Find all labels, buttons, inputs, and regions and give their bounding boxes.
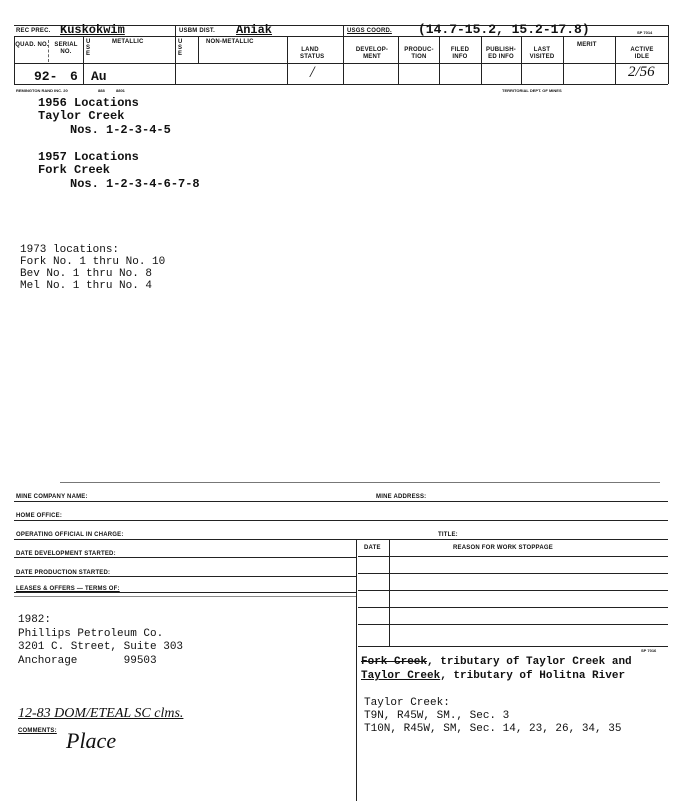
- operating-official-label: OPERATING OFFICIAL IN CHARGE:: [16, 532, 124, 538]
- t10n-line: T10N, R45W, SM, Sec. 14, 23, 26, 34, 35: [364, 723, 622, 735]
- lease-street: 3201 C. Street, Suite 303: [18, 641, 184, 653]
- lease-city: Anchorage 99503: [18, 655, 157, 667]
- imprint-mid1: 888: [98, 88, 105, 93]
- loc1957-nos: Nos. 1-2-3-4-6-7-8: [70, 177, 200, 191]
- row-active: 2/56: [628, 64, 655, 80]
- col-non-metallic: NON-METALLIC: [206, 39, 254, 45]
- taylor-creek-underlined: Taylor Creek: [361, 670, 441, 682]
- col-quad-no: QUAD. NO.: [15, 42, 49, 48]
- row-serial: 6: [70, 69, 78, 84]
- lease-year: 1982:: [18, 614, 52, 626]
- row-land-status: /: [310, 64, 315, 81]
- col-metallic: METALLIC: [112, 39, 144, 45]
- taylor-creek-heading: Taylor Creek:: [364, 697, 450, 709]
- comments-label: COMMENTS:: [18, 728, 57, 734]
- col-use: U S E: [86, 39, 91, 57]
- col-land-status: LAND STATUS: [300, 47, 325, 60]
- imprint-right: TERRITORIAL DEPT. OF MINES: [502, 88, 562, 93]
- tributary-line-2-rest: , tributary of Holitna River: [440, 670, 626, 682]
- col-last-visited: LAST VISITED: [529, 47, 555, 60]
- home-office-label: HOME OFFICE:: [16, 513, 63, 519]
- col-serial-no: SERIAL NO.: [54, 42, 78, 55]
- mine-company-name-label: MINE COMPANY NAME:: [16, 494, 88, 500]
- form-number-2: SP 7016: [641, 648, 657, 653]
- signature: Place: [66, 728, 117, 753]
- col-development: DEVELOP-MENT: [355, 47, 389, 60]
- t9n-line: T9N, R45W, SM., Sec. 3: [364, 710, 510, 722]
- rec-prec-label: REC PREC.: [16, 28, 51, 34]
- loc1957-title: 1957 Locations: [38, 150, 139, 164]
- loc1973-line3: Mel No. 1 thru No. 4: [20, 280, 153, 292]
- date-column-header: DATE: [364, 545, 381, 551]
- mine-address-label: MINE ADDRESS:: [376, 494, 427, 500]
- date-production-label: DATE PRODUCTION STARTED:: [16, 570, 111, 576]
- col-active-idle: ACTIVE IDLE: [630, 47, 654, 60]
- imprint-mid2: 8801: [116, 88, 125, 93]
- loc1956-nos: Nos. 1-2-3-4-5: [70, 123, 171, 137]
- loc1973-line2: Bev No. 1 thru No. 8: [20, 268, 153, 280]
- lease-company: Phillips Petroleum Co.: [18, 628, 164, 640]
- date-development-label: DATE DEVELOPMENT STARTED:: [16, 551, 116, 557]
- row-quad: 92-: [34, 69, 58, 84]
- tributary-line-2: [361, 670, 625, 682]
- reason-column-header: REASON FOR WORK STOPPAGE: [453, 545, 553, 551]
- fork-creek-struck: Fork Creek: [361, 656, 428, 668]
- handwritten-note: 12-83 DOM/ETEAL SC clms.: [18, 706, 184, 721]
- col-filed-info: FILED INFO: [450, 47, 470, 60]
- loc1956-creek: Taylor Creek: [38, 109, 125, 123]
- usbm-dist-label: USBM DIST.: [179, 28, 216, 34]
- loc1957-creek: Fork Creek: [38, 163, 111, 177]
- tributary-line-1-rest: , tributary of Taylor Creek and: [427, 656, 632, 668]
- col-use-2: U S E: [178, 39, 183, 57]
- col-production: PRODUC-TION: [404, 47, 434, 60]
- tributary-line-1: [361, 656, 632, 668]
- usgs-coord-label: USGS COORD.: [347, 28, 392, 34]
- rec-prec-value: Kuskokwim: [60, 23, 125, 37]
- row-metallic: Au: [91, 69, 107, 84]
- title-label: TITLE:: [438, 532, 458, 538]
- form-number: SP 7014: [637, 30, 653, 35]
- loc1956-title: 1956 Locations: [38, 96, 139, 110]
- usgs-coord-value: (14.7-15.2, 15.2-17.8): [418, 22, 590, 37]
- col-published-info: PUBLISH-ED INFO: [486, 47, 516, 60]
- imprint-left: REMINGTON RAND INC. 20: [16, 88, 68, 93]
- loc1973-line1: Fork No. 1 thru No. 10: [20, 256, 166, 268]
- usbm-dist-value: Aniak: [236, 23, 273, 37]
- loc1973-title: 1973 locations:: [20, 244, 120, 256]
- col-merit: MERIT: [577, 42, 597, 48]
- leases-label: LEASES & OFFERS — TERMS OF:: [16, 586, 120, 592]
